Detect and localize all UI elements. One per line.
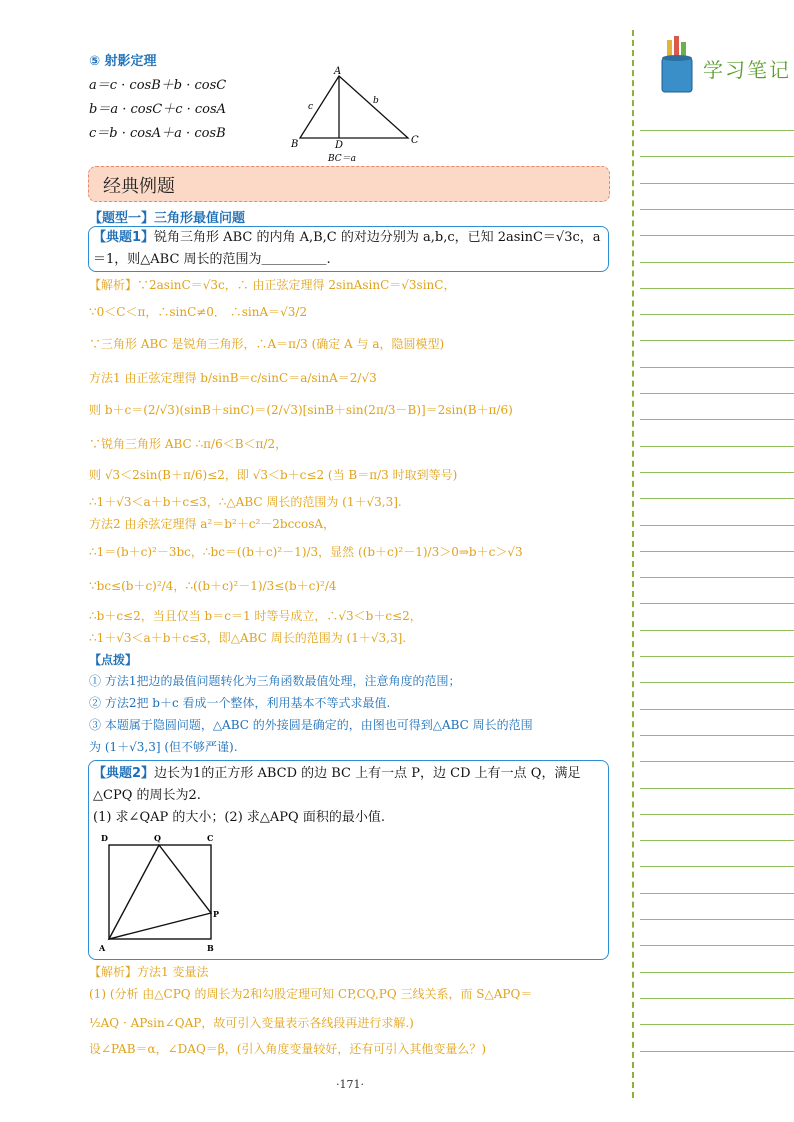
ex1-line2: ＝1，则△ABC 周长的范围为＿＿＿＿＿. — [93, 252, 331, 267]
note-rule-line — [640, 788, 794, 789]
note-rule-line — [640, 893, 794, 894]
note-rule-line — [640, 656, 794, 657]
ex1-line1: 【典题1】锐角三角形 ABC 的内角 A,B,C 的对边分别为 a,b,c，已知 2asinC＝√3c，a — [93, 230, 601, 245]
note-rule-line — [640, 577, 794, 578]
note-rule-line — [640, 130, 794, 131]
note-rule-line — [640, 709, 794, 710]
sol2-line: 【解析】方法1 变量法 — [89, 965, 209, 979]
tip-item: 为 (1＋√3,3] (但不够严谨). — [89, 740, 238, 754]
notes-title: 学习笔记 — [703, 58, 791, 82]
example1-box — [88, 226, 609, 272]
note-rule-line — [640, 972, 794, 973]
sq-label-P: P — [213, 909, 220, 919]
sq-label-D: D — [101, 833, 108, 843]
label-C: C — [411, 135, 419, 146]
tip-item: ① 方法1把边的最值问题转化为三角函数最值处理，注意角度的范围； — [89, 674, 461, 688]
note-rule-line — [640, 209, 794, 210]
note-rule-line — [640, 682, 794, 683]
note-rule-line — [640, 156, 794, 157]
ex2-line3: (1) 求∠QAP 的大小；(2) 求△APQ 面积的最小值. — [93, 810, 385, 825]
sol2-line: 设∠PAB＝α，∠DAQ＝β，(引入角度变量较好，还有可引入其他变量么？) — [89, 1042, 487, 1056]
note-rule-line — [640, 419, 794, 420]
note-rule-line — [640, 498, 794, 499]
sol1-line: ∵锐角三角形 ABC ∴π/6＜B＜π/2， — [89, 437, 288, 451]
label-D: D — [335, 140, 344, 151]
pencil-cup-icon — [652, 34, 702, 96]
note-rule-line — [640, 814, 794, 815]
sol1-line: ∴1＋√3＜a＋b＋c≤3，即△ABC 周长的范围为 (1＋√3,3]. — [89, 631, 407, 645]
notes-sidebar — [630, 0, 794, 1122]
note-rule-line — [640, 945, 794, 946]
sol1-line: ∵bc≤(b＋c)²/4，∴((b＋c)²－1)/3≤(b＋c)²/4 — [89, 579, 337, 593]
label-B: B — [291, 139, 299, 150]
banner-title: 经典例题 — [103, 176, 175, 197]
sol1-line: ∵0＜C＜π，∴sinC≠0． ∴sinA＝√3/2 — [89, 305, 308, 319]
note-rule-line — [640, 551, 794, 552]
sol1-line: 则 √3＜2sin(B＋π/6)≤2，即 √3＜b＋c≤2 (当 B＝π/3 时取到等号) — [89, 468, 458, 482]
formula-b: b＝a · cosC＋c · cosA — [89, 102, 227, 117]
tip-item: ② 方法2把 b＋c 看成一个整体，利用基本不等式求最值. — [89, 696, 391, 710]
sol1-line: ∴1＋√3＜a＋b＋c≤3，∴△ABC 周长的范围为 (1＋√3,3]. — [89, 495, 402, 509]
tips-head: 【点拨】 — [89, 653, 138, 667]
note-rule-line — [640, 183, 794, 184]
ex2-line2: △CPQ 的周长为2. — [93, 788, 201, 803]
formula-c: c＝b · cosA＋a · cosB — [89, 126, 226, 141]
ex2-line1: 【典题2】边长为1的正方形 ABCD 的边 BC 上有一点 P，边 CD 上有一点 Q，满足 — [93, 766, 581, 781]
note-rule-line — [640, 998, 794, 999]
sol1-line: 方法2 由余弦定理得 a²＝b²＋c²－2bccosA， — [89, 517, 336, 531]
note-rule-line — [640, 919, 794, 920]
note-rule-line — [640, 1024, 794, 1025]
projection-triangle-figure — [285, 64, 425, 164]
ex2-tag: 【典题2】 — [93, 766, 155, 781]
label-A: A — [334, 66, 342, 77]
label-b: b — [373, 96, 379, 106]
sol1-line: 【解析】∵2asinC＝√3c，∴ 由正弦定理得 2sinAsinC＝√3sinC， — [89, 278, 456, 292]
note-rule-line — [640, 288, 794, 289]
tip-item: ③ 本题属于隐圆问题，△ABC 的外接圆是确定的，由图也可得到△ABC 周长的范围 — [89, 718, 533, 732]
note-rule-line — [640, 761, 794, 762]
note-rule-line — [640, 1051, 794, 1052]
note-rule-line — [640, 446, 794, 447]
note-rule-line — [640, 472, 794, 473]
note-rule-line — [640, 525, 794, 526]
sol2-line: ½AQ · APsin∠QAP，故可引入变量表示各线段再进行求解.) — [89, 1016, 414, 1030]
example2-box — [88, 760, 609, 960]
note-rule-line — [640, 866, 794, 867]
note-rule-line — [640, 840, 794, 841]
note-rule-line — [640, 735, 794, 736]
square-figure — [97, 831, 225, 955]
section-banner — [88, 166, 610, 202]
note-rule-line — [640, 314, 794, 315]
formula-a: a＝c · cosB＋b · cosC — [89, 78, 227, 93]
sol1-line: 方法1 由正弦定理得 b/sinB＝c/sinC＝a/sinA＝2/√3 — [89, 371, 377, 385]
note-rule-line — [640, 262, 794, 263]
sol1-line: ∴1＝(b＋c)²－3bc，∴bc＝((b＋c)²－1)/3，显然 ((b＋c)²－1)/3＞0⇒b＋c＞√3 — [89, 545, 523, 559]
note-rule-line — [640, 367, 794, 368]
label-c: c — [308, 102, 314, 112]
caption-bc: BC＝a — [328, 154, 357, 164]
note-rule-line — [640, 235, 794, 236]
projection-heading: ⑤ 射影定理 — [89, 54, 157, 69]
note-rule-line — [640, 630, 794, 631]
page-number: ·171· — [336, 1078, 364, 1091]
note-rule-line — [640, 340, 794, 341]
sol1-line: 则 b＋c＝(2/√3)(sinB＋sinC)＝(2/√3)[sinB＋sin(2π/3－B)]＝2sin(B＋π/6) — [89, 403, 513, 417]
type-title: 【题型一】三角形最值问题 — [89, 211, 246, 226]
sol2-line: (1) (分析 由△CPQ 的周长为2和勾股定理可知 CP,CQ,PQ 三线关系，而 S△APQ＝ — [89, 987, 533, 1001]
note-rule-line — [640, 393, 794, 394]
sq-label-C: C — [207, 833, 214, 843]
sol1-line: ∴b＋c≤2，当且仅当 b＝c＝1 时等号成立，∴√3＜b＋c≤2， — [89, 609, 422, 623]
sq-label-A: A — [99, 943, 106, 953]
sol1-line: ∵三角形 ABC 是锐角三角形，∴A＝π/3 (确定 A 与 a，隐圆模型) — [89, 337, 445, 351]
sq-label-B: B — [207, 943, 214, 953]
note-rule-line — [640, 603, 794, 604]
ex1-tag: 【典题1】 — [93, 230, 155, 245]
sq-label-Q: Q — [154, 833, 161, 843]
